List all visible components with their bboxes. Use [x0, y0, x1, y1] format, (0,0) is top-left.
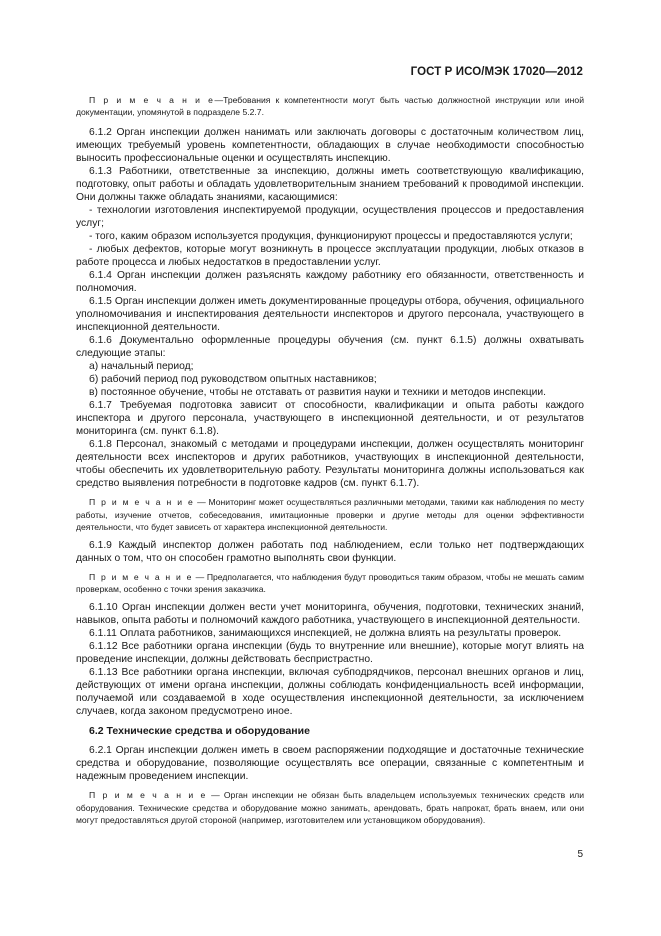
para-6-2-1: 6.2.1 Орган инспекции должен иметь в своем распоряжении подходящие и достаточные технические средства и оборудование, позволяющие осуществлять все операции, связанные с компетентным и надежным проведением инспекции. [76, 745, 584, 783]
para-6-1-13: 6.1.13 Все работники органа инспекции, включая субподрядчиков, персонал внешних органов и лиц, действующих от имени органа инспекции, должны соблюдать конфиденциальность всей информации, получаемой или создаваемой в ходе осуществления инспекционной деятельности, за исключением случаев, когда законом предусмотрено иное. [76, 667, 584, 718]
para-6-1-5: 6.1.5 Орган инспекции должен иметь документированные процедуры отбора, обучения, официального уполномочивания и инспектирования деятельности инспекторов и другого персонала, участвующего в инспекционной деятельности. [76, 296, 584, 334]
note-2 [76, 496, 584, 533]
para-6-1-2: 6.1.2 Орган инспекции должен нанимать или заключать договоры с достаточным количеством лиц, имеющих требуемый уровень компетентности, обладающих в случае необходимости способностью выносить профессиональные оценки и осуществлять инспекцию. [76, 127, 584, 165]
page-body [76, 94, 584, 826]
note-label: П р и м е ч а н и е [89, 790, 207, 801]
list-dash-3: - любых дефектов, которые могут возникнуть в процессе эксплуатации продукции, любых отказов в работе процесса и любых недостатков в предоставлении услуг. [76, 244, 584, 269]
note-3 [76, 571, 584, 595]
para-6-1-12: 6.1.12 Все работники органа инспекции (будь то внутренние или внешние), которые могут влиять на проведение инспекции, должны действовать беспристрастно. [76, 641, 584, 666]
note-4 [76, 789, 584, 826]
list-dash-1: - технологии изготовления инспектируемой продукции, осуществления процессов и предоставления услуг; [76, 205, 584, 230]
para-6-1-4: 6.1.4 Орган инспекции должен разъяснять каждому работнику его обязанности, ответственность и полномочия. [76, 270, 584, 295]
list-dash-2: - того, каким образом используется продукция, функционируют процессы и предоставляются услуги; [89, 231, 573, 243]
para-6-1-7: 6.1.7 Требуемая подготовка зависит от способности, квалификации и опыта работы каждого инспектора и другого персонала, участвующего в инспекционной деятельности, и от результатов мониторинга (см. пункт 6.1.8). [76, 400, 584, 438]
para-6-1-6: 6.1.6 Документально оформленные процедуры обучения (см. пункт 6.1.5) должны охватывать следующие этапы: [76, 335, 584, 360]
para-6-1-11: 6.1.11 Оплата работников, занимающихся инспекцией, не должна влиять на результаты проверок. [89, 628, 562, 640]
note-1 [76, 94, 584, 118]
list-item-a: а) начальный период; [89, 361, 194, 373]
page-number: 5 [577, 849, 583, 860]
document-header: ГОСТ Р ИСО/МЭК 17020—2012 [410, 66, 583, 78]
para-6-1-8: 6.1.8 Персонал, знакомый с методами и процедурами инспекции, должен осуществлять мониторинг деятельности всех инспекторов и других работников, участвующих в инспекционной деятельности, чтобы обеспечить их удовлетворительную работу. Результаты мониторинга должны использоваться как средство выявления потребности в подготовке кадров (см. пункт 6.1.7). [76, 439, 584, 490]
note-text: — Предполагается, что наблюдения будут проводиться таким образом, чтобы не мешать самим проверкам, особенно с точки зрения заказчика. [76, 572, 585, 595]
para-6-1-10: 6.1.10 Орган инспекции должен вести учет мониторинга, обучения, подготовки, технических знаний, навыков, опыта работы и полномочий каждого работника, участвующего в инспекционной деятельности. [76, 602, 584, 627]
note-label: П р и м е ч а н и е [89, 572, 193, 583]
note-label: П р и м е ч а н и е [89, 497, 195, 508]
para-6-1-9: 6.1.9 Каждый инспектор должен работать под наблюдением, если только нет подтверждающих данных о том, что он способен грамотно выполнять свои функции. [76, 540, 584, 565]
list-item-c: в) постоянное обучение, чтобы не отставать от развития науки и техники и методов инспекции. [89, 387, 546, 399]
list-item-b: б) рабочий период под руководством опытных наставников; [89, 374, 377, 386]
para-6-1-3: 6.1.3 Работники, ответственные за инспекцию, должны иметь соответствующую квалификацию, подготовку, опыт работы и обладать удовлетворительным знанием требований к проводимой инспекции. Они должны также обладать знаниями, касающимися: [76, 166, 584, 204]
section-heading-6-2: 6.2 Технические средства и оборудование [89, 725, 310, 738]
note-text: — Мониторинг может осуществляться различными методами, такими как наблюдения по месту работы, изучение отчетов, собеседования, имитационные проверки и другие методы для оценки эффективности деятельности, что будет зависеть от характера инспекционной деятельности. [76, 497, 585, 532]
note-label: П р и м е ч а н и е [89, 95, 215, 105]
note-text: — Орган инспекции не обязан быть владельцем используемых технических средств или оборудования. Технические средства и оборудование можно занимать, арендовать, брать напрокат, брать внаем, или они могут предоставляться другой стороной (например, изготовителем или установщиком оборудования). [76, 790, 584, 825]
note-text: —Требования к компетентности могут быть частью должностной инструкции или иной документации, упомянутой в подразделе 5.2.7. [76, 95, 584, 118]
